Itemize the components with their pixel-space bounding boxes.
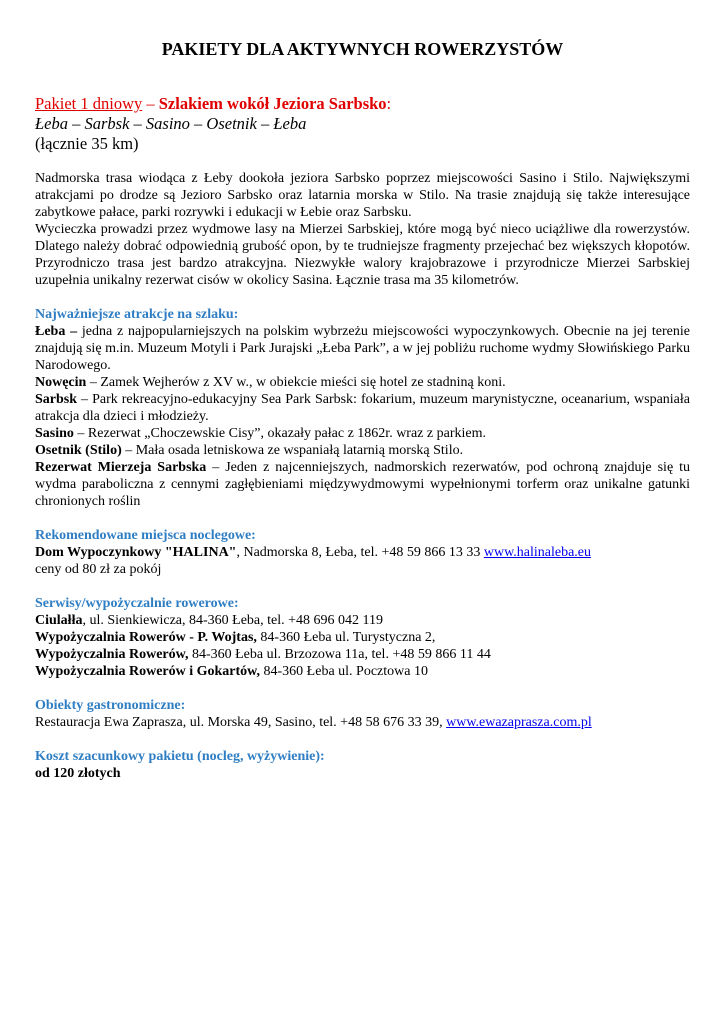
cost-value: od 120 złotych — [35, 766, 121, 781]
rentals-heading: Serwisy/wypożyczalnie rowerowe: — [35, 596, 239, 611]
package-total: (łącznie 35 km) — [35, 134, 139, 153]
attraction-text: – Park rekreacyjno-edukacyjny Sea Park Sarbsk: fokarium, muzeum marynistyczne, oceanarium, wspaniała atrakcja dla dzieci i młodzieży. — [35, 392, 690, 424]
attraction-item — [35, 391, 690, 425]
attraction-name: Nowęcin — [35, 375, 87, 390]
rental-text: , ul. Sienkiewicza, 84-360 Łeba, tel. +48 696 042 119 — [82, 613, 384, 628]
rental-item — [35, 646, 690, 663]
lodging-heading: Rekomendowane miejsca noclegowe: — [35, 528, 256, 543]
rental-name: Wypożyczalnia Rowerów, — [35, 647, 189, 662]
rental-item — [35, 629, 690, 646]
attraction-name: Łeba – — [35, 324, 78, 339]
lodging-name: Dom Wypoczynkowy "HALINA" — [35, 545, 237, 560]
attraction-name: Osetnik (Stilo) — [35, 443, 122, 458]
attraction-item — [35, 323, 690, 374]
attraction-text: – Mała osada letniskowa ze wspaniałą latarnią morską Stilo. — [121, 443, 464, 458]
package-heading — [35, 94, 690, 114]
rental-item — [35, 612, 690, 629]
lodging-details: , Nadmorska 8, Łeba, tel. +48 59 866 13 33 — [236, 545, 484, 560]
attractions-heading: Najważniejsze atrakcje na szlaku: — [35, 307, 239, 322]
attraction-text: jedna z najpopularniejszych na polskim wybrzeżu miejscowości wypoczynkowych. Obecnie na jej terenie znajdują się m.in. Muzeum Motyli i Park Jurajski „Łeba Park”, a w jej pobliżu ruchome wydmy Słowińskiego Parku Narodowego. — [35, 324, 691, 373]
attraction-text: – Zamek Wejherów z XV w., w obiekcie mieści się hotel ze stadniną koni. — [86, 375, 506, 390]
lodging-entry — [35, 544, 690, 561]
rental-text: 84-360 Łeba ul. Brzozowa 11a, tel. +48 59 866 11 44 — [188, 647, 491, 662]
attraction-item — [35, 425, 690, 442]
attraction-name: Sasino — [35, 426, 74, 441]
intro-paragraph: Nadmorska trasa wiodąca z Łeby dookoła jeziora Sarbsko poprzez miejscowości Sasino i Stilo. Największymi atrakcjami po drodze są Jezioro Sarbsko oraz latarnia morska w Stilo. Na trasie znajdują się także interesujące zabytkowe pałace, parki rozrywki i edukacji w Łebie oraz Sarbsku. — [35, 171, 690, 220]
attraction-item — [35, 442, 690, 459]
package-dash: – — [142, 94, 159, 113]
attraction-item — [35, 374, 690, 391]
package-label: Pakiet 1 dniowy — [35, 94, 143, 113]
attraction-name: Rezerwat Mierzeja Sarbska — [35, 460, 207, 475]
package-name: Szlakiem wokół Jeziora Sarbsko — [158, 94, 387, 113]
rental-name: Wypożyczalnia Rowerów i Gokartów, — [35, 664, 261, 679]
rental-text: 84-360 Łeba ul. Pocztowa 10 — [260, 664, 428, 679]
gastro-heading: Obiekty gastronomiczne: — [35, 698, 186, 713]
attraction-item — [35, 459, 690, 510]
page-title: PAKIETY DLA AKTYWNYCH ROWERZYSTÓW — [161, 39, 564, 59]
gastro-website-link[interactable]: www.ewazaprasza.com.pl — [446, 715, 592, 730]
package-route: Łeba – Sarbsk – Sasino – Osetnik – Łeba — [35, 114, 307, 133]
rental-name: Wypożyczalnia Rowerów - P. Wojtas, — [35, 630, 257, 645]
gastro-entry — [35, 714, 690, 731]
attraction-text: – Rezerwat „Choczewskie Cisy”, okazały pałac z 1862r. wraz z parkiem. — [73, 426, 486, 441]
rental-text: 84-360 Łeba ul. Turystyczna 2, — [256, 630, 436, 645]
lodging-price: ceny od 80 zł za pokój — [35, 562, 162, 577]
gastro-text: Restauracja Ewa Zaprasza, ul. Morska 49, Sasino, tel. +48 58 676 33 39, — [35, 715, 447, 730]
rentals-list — [35, 612, 690, 680]
intro-text — [35, 170, 690, 289]
lodging-website-link[interactable]: www.halinaleba.eu — [483, 545, 592, 560]
attraction-text: – Jeden z najcenniejszych, nadmorskich rezerwatów, pod ochroną znajduje się tu wydma paraboliczna z cennymi zagłębieniami międzywydmowymi wypełnionymi torferm oraz unikalne gatunki chronionych roślin — [35, 460, 691, 509]
cost-heading: Koszt szacunkowy pakietu (nocleg, wyżywienie): — [35, 749, 325, 764]
rental-name: Ciulałła — [35, 613, 83, 628]
package-colon: : — [386, 94, 392, 113]
attraction-name: Sarbsk — [35, 392, 78, 407]
rental-item — [35, 663, 690, 680]
attractions-list — [35, 323, 690, 510]
intro-paragraph: Wycieczka prowadzi przez wydmowe lasy na Mierzei Sarbskiej, które mogą być nieco uciążliwe dla rowerzystów. Dlatego należy dobrać odpowiednią grubość opon, by te trudniejsze fragmenty przejechać bez większych kłopotów. Przyrodniczo trasa jest bardzo atrakcyjna. Niezwykłe walory krajobrazowe i przyrodnicze Mierzei Sarbskiej uzupełnia unikalny rezerwat cisów w okolicy Sasina. Łącznie trasa ma 35 kilometrów. — [35, 222, 690, 288]
